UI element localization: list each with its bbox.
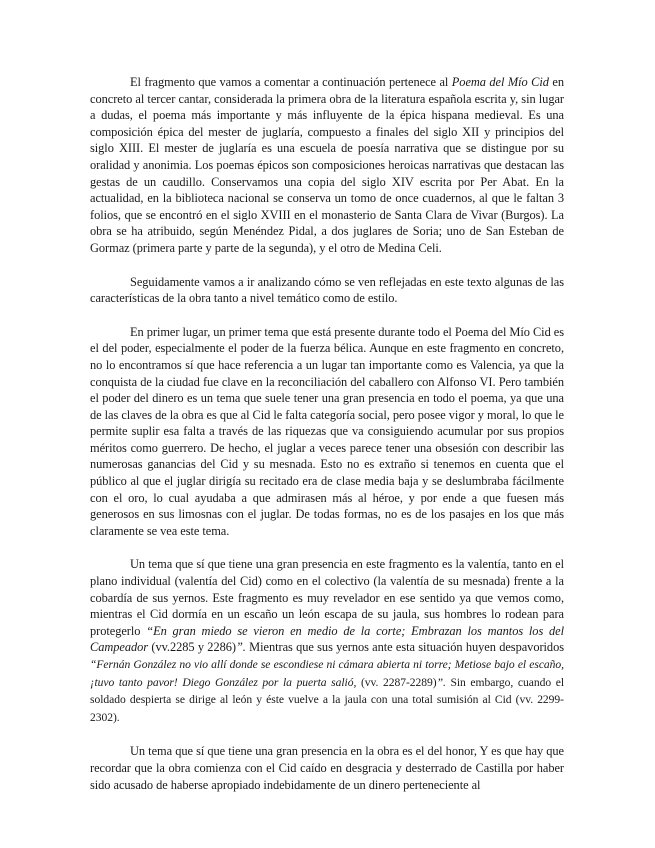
verse-ref-1: (vv.2285 y 2286) (148, 640, 236, 655)
poem-title: Poema del Mío Cid (451, 75, 549, 89)
document-page (90, 74, 564, 793)
valor-text-2: Mientras que sus yernos ante esta situación huyen despavoridos (245, 640, 564, 655)
paragraph-intro (90, 74, 564, 257)
paragraph-honor: Un tema que sí que tiene una gran presencia en la obra es el del honor, Y es que hay que recordar que la obra comienza con el Cid caído en desgracia y desterrado de Castilla por haber sido acusado de haberse apropiado indebidamente de un dinero perteneciente al (90, 744, 564, 792)
quote-2-close: ”. (436, 675, 446, 689)
valor-text-1: Un tema que sí que tiene una gran presencia en este fragmento es la valentía, tanto en el plano individual (valentía del Cid) como en el colectivo (la valentía de su mesnada) frente a la cobardía de sus yernos. Este fragmento es muy revelador en ese sentido ya que vemos como, mientras el Cid dormía en un escaño un león escapa de su jaula, sus hombres lo rodean para protegerlo (90, 557, 564, 638)
paragraph-power: En primer lugar, un primer tema que está presente durante todo el Poema del Mío Cid es el del poder, especialmente el poder de la fuerza bélica. Aunque en este fragmento en concreto, no lo encontramos sí que hace referencia a un lugar tan importante como es Valencia, ya que la conquista de la ciudad fue clave en la reconciliación del caballero con Alfonso VI. Pero también el poder del dinero es un tema que suele tener una gran presencia en todo el poema, ya que una de las claves de la obra es que al Cid le falta categoría social, pero posee vigor y moral, lo que le permite suplir esa falta a través de las riquezas que va consiguiendo acumular por sus propios méritos como guerrero. De hecho, el juglar a veces parece tener una obsesión con describir las numerosas ganancias del Cid y su mesnada. Esto no es extraño si tenemos en cuenta que el público al que el juglar dirigía su recitado era de clase media baja y se deslumbraba fácilmente con el oro, lo cual ayudaba a que admirasen más al héroe, y por ende a que fuesen más generosos en sus limosnas con el juglar. De todas formas, no es de los pasajes en los que más claramente se vea este tema. (90, 324, 564, 538)
paragraph-gap (90, 539, 564, 556)
quote-1: “En gran miedo se vieron en medio de la corte; Embrazan los mantos los del Campeador (90, 623, 565, 655)
paragraph-analysis-intro: Seguidamente vamos a ir analizando cómo se ven reflejadas en este texto algunas de las características de la obra tanto a nivel temático como de estilo. (90, 274, 564, 306)
paragraph-gap (90, 726, 564, 743)
intro-text-2: en concreto al tercer cantar, considerada la primera obra de la literatura española escrita y, sin lugar a dudas, el poema más importante y más influyente de la épica hispana medieval. Es una composición épica del mester de juglaría, compuesto a finales del siglo XII y principios del siglo XIII. El mester de juglaría es una escuela de poesía narrativa que se distingue por su oralidad y anonimia. Los poemas épicos son composiciones heroicas narrativas que destacan las gestas de un caudillo. Conservamos una copia del siglo XIV escrita por Per Abat. En la actualidad, en la biblioteca nacional se conserva un tomo de once cuadernos, al que le faltan 3 folios, que se encontró en el siglo XVIII en el monasterio de Santa Clara de Vivar (Burgos). La obra se ha atribuido, según Menéndez Pidal, a dos juglares de Soria; uno de San Esteban de Gormaz (primera parte y parte de la segunda), y el otro de Medina Celi. (90, 75, 564, 255)
quote-1-close: ”. (235, 640, 246, 655)
paragraph-gap (90, 257, 564, 274)
paragraph-gap (90, 307, 564, 324)
verse-ref-2: (vv. 2287-2289) (356, 675, 437, 689)
valor-text-3: Sin embargo, cuando el soldado despierta se dirige al león y éste vuelve a la jaula con una total sumisión al Cid (vv. 2299-2302). (90, 675, 564, 724)
intro-text-1: El fragmento que vamos a comentar a continuación pertenece al (130, 75, 452, 89)
paragraph-valor (90, 556, 564, 726)
quote-2: “Fernán González no vio allí donde se escondiese ni cámara abierta ni torre; Metiose bajo el escaño, ¡tuvo tanto pavor! Diego González por la puerta salió, (90, 658, 564, 689)
